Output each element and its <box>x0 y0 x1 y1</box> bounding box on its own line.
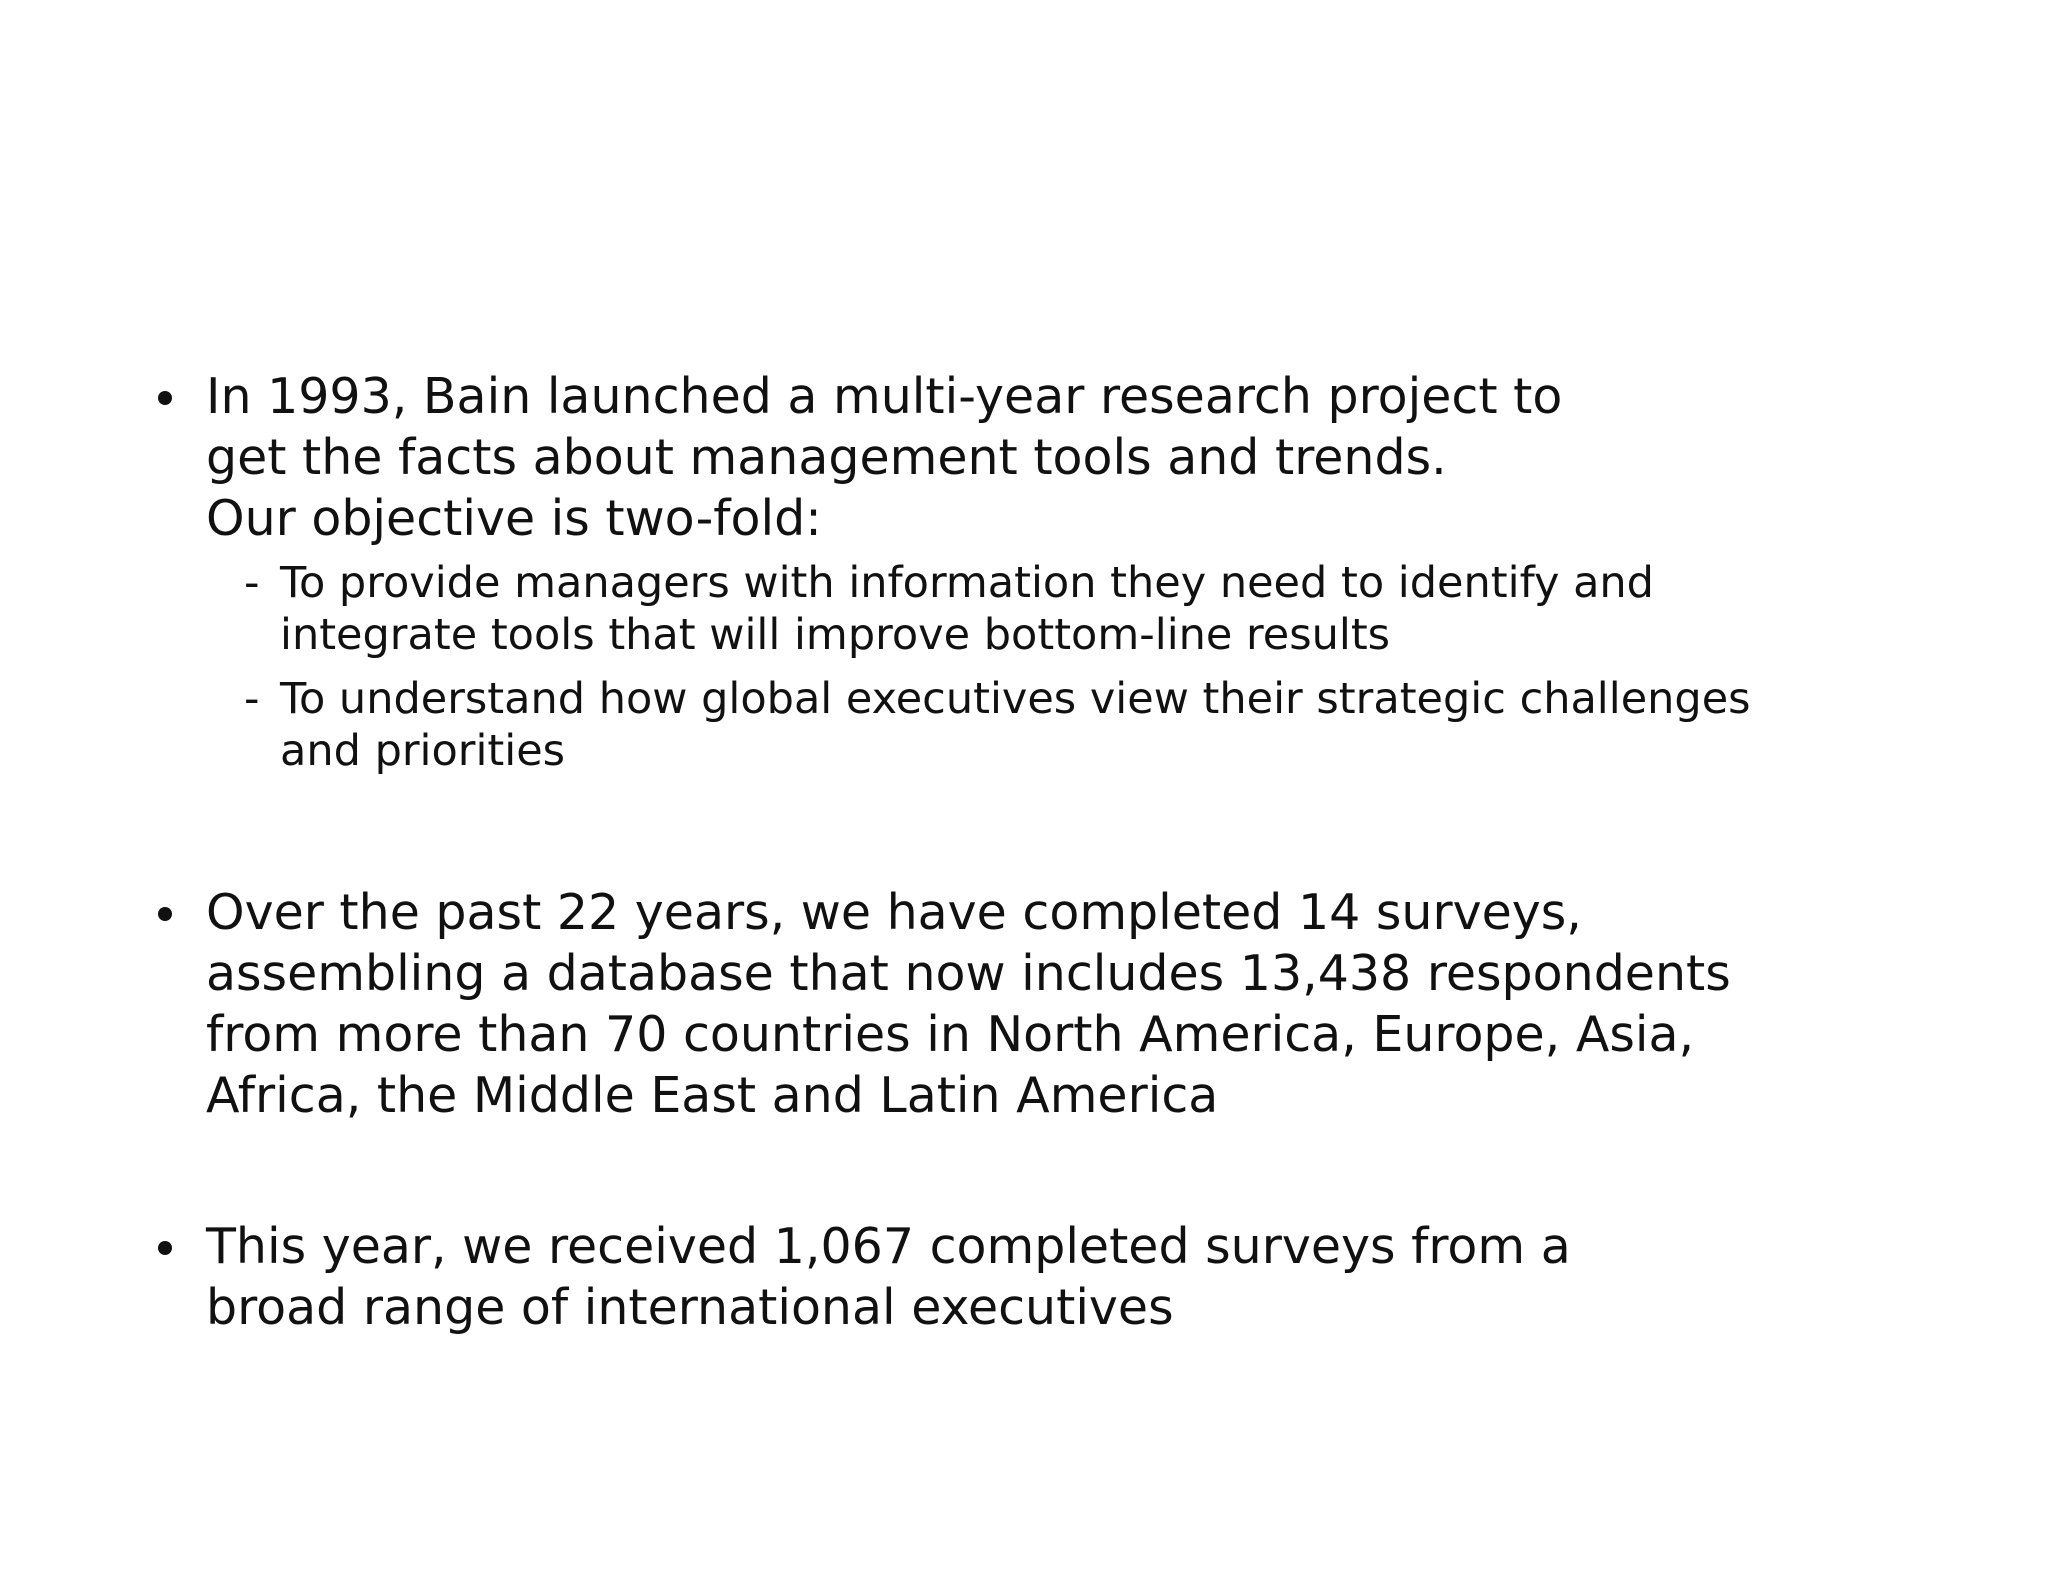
bullet-text-line: broad range of international executives <box>206 1279 1174 1336</box>
bullet-text-line: from more than 70 countries in North America, Europe, Asia, <box>206 1006 1695 1063</box>
sub-item-text-line: and priorities <box>280 726 566 776</box>
bullet-text-line: Over the past 22 years, we have completed 14 surveys, <box>206 884 1582 941</box>
bullet-item-research-project <box>206 366 1906 777</box>
bullet-item-surveys-completed <box>206 882 1906 1126</box>
sub-item-provide-managers <box>244 557 1906 661</box>
sub-item-text-line: To provide managers with information they need to identify and <box>280 558 1654 608</box>
sub-item-understand-executives <box>244 673 1906 777</box>
sub-item-text-line: integrate tools that will improve bottom-line results <box>280 610 1391 660</box>
sub-item-text-line: To understand how global executives view their strategic challenges <box>280 674 1751 724</box>
dash-marker: - <box>244 558 260 608</box>
bullet-item-this-year <box>206 1216 1906 1338</box>
bullet-text-line: In 1993, Bain launched a multi-year research project to <box>206 368 1563 425</box>
bullet-text-line: Our objective is two-fold: <box>206 490 822 547</box>
bullet-text-line: assembling a database that now includes 13,438 respondents <box>206 945 1731 1002</box>
bullet-dot-icon <box>158 1241 172 1255</box>
bullet-text-line: get the facts about management tools and trends. <box>206 429 1447 486</box>
bullet-dot-icon <box>158 907 172 921</box>
bullet-text-line: This year, we received 1,067 completed surveys from a <box>206 1218 1571 1275</box>
dash-marker: - <box>244 674 260 724</box>
bullet-text-line: Africa, the Middle East and Latin America <box>206 1067 1219 1124</box>
bullet-dot-icon <box>158 391 172 405</box>
